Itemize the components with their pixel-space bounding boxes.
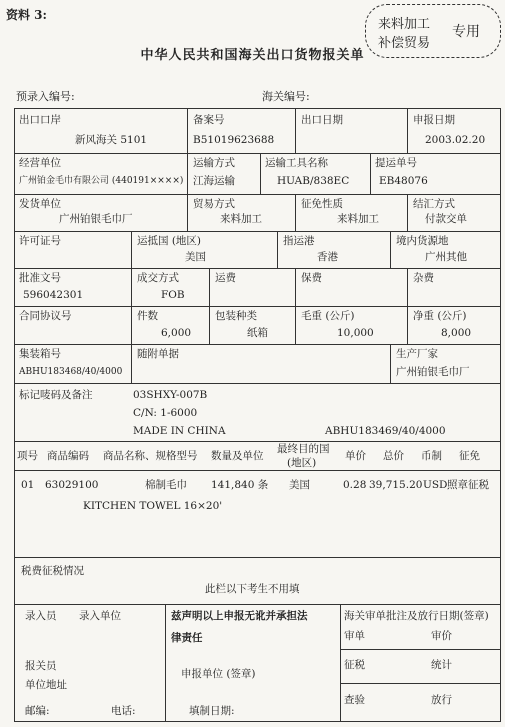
operator-label: 经营单位 — [19, 157, 61, 169]
operator-value: 广州铂金毛巾有限公司 (440191××××) — [19, 176, 184, 186]
vehicle-value: HUAB/838EC — [277, 175, 350, 187]
maker-value: 广州铂银毛巾厂 — [396, 366, 470, 378]
item-english-name: KITCHEN TOWEL 16×20' — [83, 500, 223, 512]
declare-unit-label: 申报单位 (签章) — [181, 668, 256, 680]
col-qty-unit: 数量及单位 — [211, 450, 264, 462]
item-dest: 美国 — [289, 479, 310, 491]
trade-label: 贸易方式 — [193, 198, 235, 210]
docs-label: 随附单据 — [137, 348, 179, 360]
col-total: 总价 — [383, 450, 404, 462]
tax-nature-label: 征免性质 — [301, 198, 343, 210]
insurance-label: 保费 — [301, 272, 322, 284]
material-label: 资料 3: — [6, 8, 47, 22]
approval-label: 批准文号 — [19, 272, 61, 284]
col-code: 商品编码 — [47, 450, 89, 462]
customs-approval-label: 海关审单批注及放行日期(签章) — [344, 610, 489, 622]
settle-value: 付款交单 — [425, 213, 467, 225]
freight-label: 运费 — [215, 272, 236, 284]
item-name: 棉制毛巾 — [145, 479, 187, 491]
stamp-line1: 来料加工 — [378, 17, 431, 32]
declare-date-value: 2003.02.20 — [425, 134, 486, 146]
item-code: 63029100 — [45, 479, 99, 491]
trade-value: 来料加工 — [220, 213, 262, 225]
declaration-line1: 兹声明以上申报无讹并承担法 — [171, 610, 308, 622]
inspection-label: 查验 — [344, 694, 365, 706]
dest-port-label: 指运港 — [283, 235, 315, 247]
source-label: 境内货源地 — [396, 235, 449, 247]
transport-value: 江海运输 — [193, 175, 235, 187]
item-currency: USD — [423, 479, 448, 491]
container-label: 集装箱号 — [19, 348, 61, 360]
item-qty: 141,840 条 — [211, 479, 269, 491]
col-currency: 币制 — [421, 450, 442, 462]
preentry-label: 预录入编号: — [16, 90, 75, 103]
tax-collect-label: 征税 — [344, 659, 365, 671]
shipper-value: 广州铂银毛巾厂 — [59, 213, 133, 225]
record-no-value: B51019623688 — [193, 134, 275, 146]
transport-label: 运输方式 — [193, 157, 235, 169]
container-value: ABHU183468/40/4000 — [19, 367, 123, 377]
col-unit-price: 单价 — [345, 450, 366, 462]
dest-country-label: 运抵国 (地区) — [137, 235, 202, 247]
maker-label: 生产厂家 — [396, 348, 438, 360]
net-weight-value: 8,000 — [441, 327, 472, 339]
entry-person-label: 录入员 — [25, 610, 57, 622]
col-dest-line1: 最终目的国 — [277, 443, 330, 455]
export-date-label: 出口日期 — [301, 114, 343, 126]
pieces-label: 件数 — [137, 310, 158, 322]
marks-line3: MADE IN CHINA — [133, 425, 226, 437]
gross-weight-value: 10,000 — [337, 327, 374, 339]
bill-label: 提运单号 — [375, 157, 417, 169]
item-unit-price: 0.28 — [343, 479, 367, 491]
settle-label: 结汇方式 — [413, 198, 455, 210]
deal-label: 成交方式 — [137, 272, 179, 284]
declare-date-label: 申报日期 — [413, 114, 455, 126]
deal-value: FOB — [161, 289, 185, 301]
declaration-form — [14, 108, 501, 722]
vehicle-label: 运输工具名称 — [265, 157, 328, 169]
source-value: 广州其他 — [425, 251, 467, 263]
col-name-spec: 商品名称、规格型号 — [103, 450, 198, 462]
marks-label: 标记唛码及备注 — [19, 389, 93, 401]
col-item-no: 项号 — [17, 450, 38, 462]
marks-line4: ABHU183469/40/4000 — [325, 425, 446, 437]
gross-weight-label: 毛重 (公斤) — [301, 310, 355, 322]
release-label: 放行 — [431, 694, 452, 706]
bill-value: EB48076 — [379, 175, 428, 187]
review-label: 审单 — [344, 630, 365, 642]
dest-country-value: 美国 — [185, 251, 206, 263]
unit-address-label: 单位地址 — [25, 679, 67, 691]
pieces-value: 6,000 — [161, 327, 192, 339]
misc-label: 杂费 — [413, 272, 434, 284]
tax-nature-value: 来料加工 — [337, 213, 379, 225]
contract-label: 合同协议号 — [19, 310, 72, 322]
entry-unit-label: 录入单位 — [79, 610, 121, 622]
net-weight-label: 净重 (公斤) — [413, 310, 467, 322]
shipper-label: 发货单位 — [19, 198, 61, 210]
tax-label: 税费征税情况 — [21, 565, 84, 577]
stamp-line2: 补偿贸易 — [378, 36, 431, 51]
customs-no-label: 海关编号: — [262, 90, 310, 103]
marks-line1: 03SHXY-007B — [133, 389, 208, 401]
export-port-value: 新风海关 5101 — [75, 134, 148, 146]
declarer-label: 报关员 — [25, 660, 57, 672]
export-port-label: 出口口岸 — [19, 114, 61, 126]
item-exemption: 照章征税 — [447, 479, 489, 491]
declaration-line2: 律责任 — [171, 632, 203, 644]
statistics-label: 统计 — [431, 659, 452, 671]
pricing-label: 审价 — [431, 630, 452, 642]
item-total: 39,715.20 — [369, 479, 423, 491]
tax-note: 此栏以下考生不用填 — [205, 583, 300, 595]
package-value: 纸箱 — [247, 327, 268, 339]
record-no-label: 备案号 — [193, 114, 225, 126]
col-exemption: 征免 — [459, 450, 480, 462]
page-title: 中华人民共和国海关出口货物报关单 — [140, 48, 365, 63]
fill-date-label: 填制日期: — [189, 705, 235, 717]
license-label: 许可证号 — [19, 235, 61, 247]
stamp-line3: 专用 — [452, 24, 480, 40]
approval-value: 596042301 — [23, 289, 84, 301]
phone-label: 电话: — [111, 705, 136, 717]
col-dest-line2: (地区) — [287, 457, 317, 469]
dest-port-value: 香港 — [317, 251, 338, 263]
package-label: 包装种类 — [215, 310, 257, 322]
postcode-label: 邮编: — [25, 705, 50, 717]
item-no: 01 — [21, 479, 35, 491]
marks-line2: C/N: 1-6000 — [133, 407, 198, 419]
